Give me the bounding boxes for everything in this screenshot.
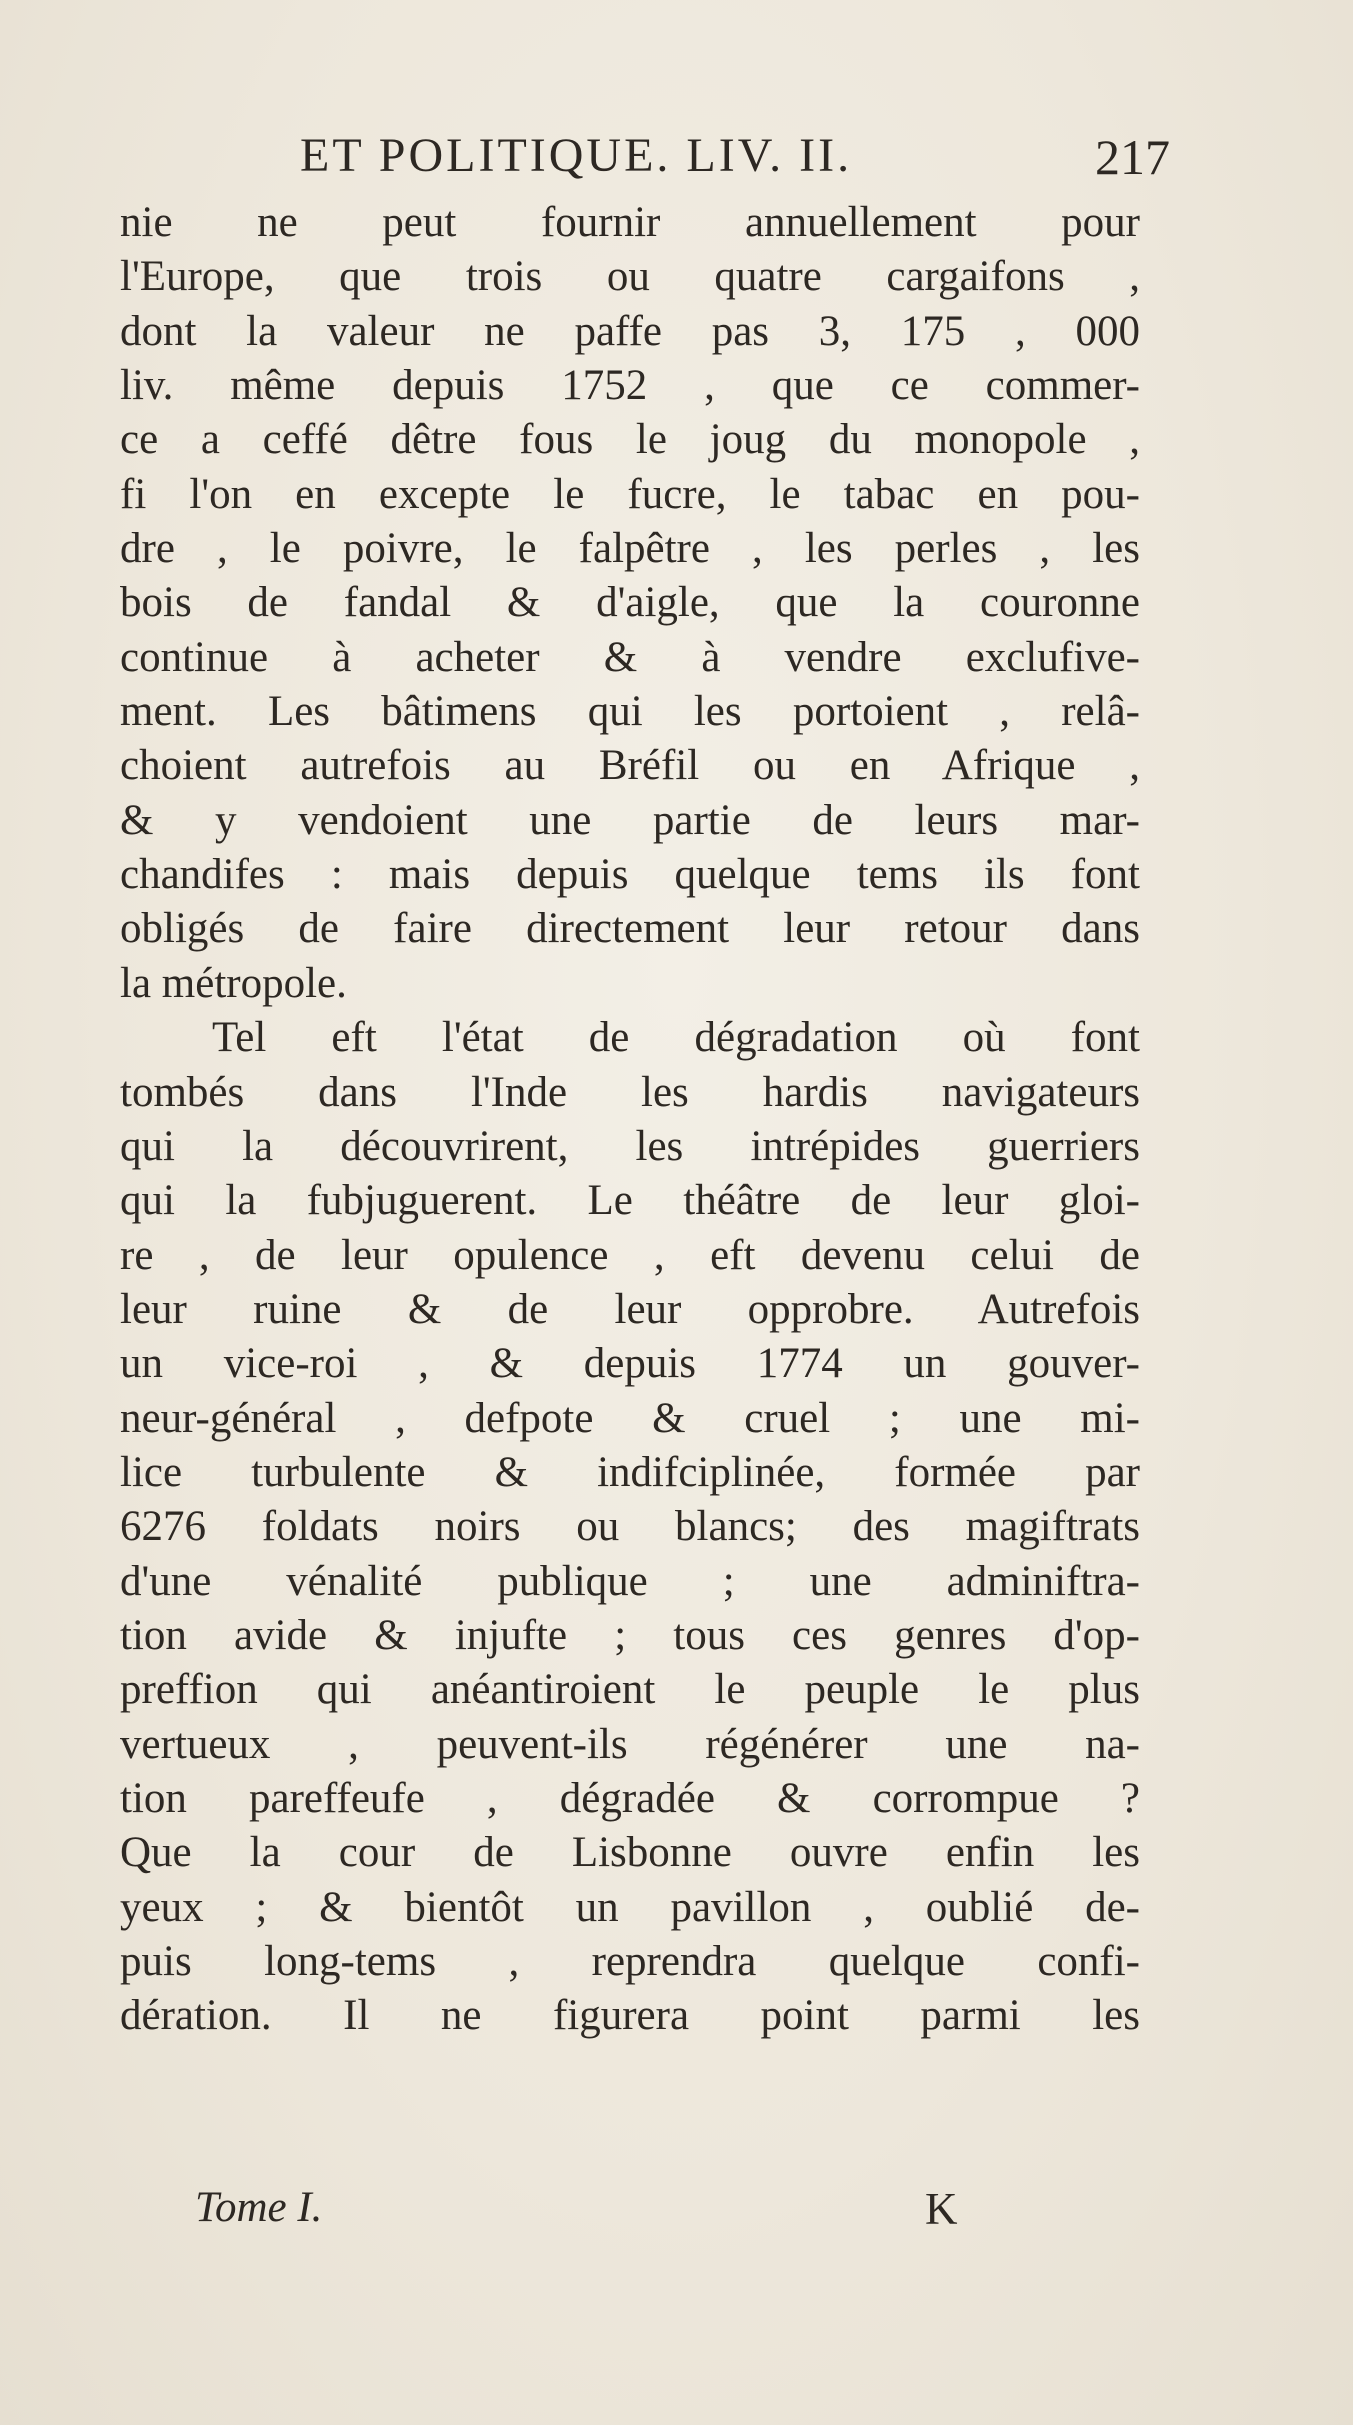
text-line: obligés de faire directement leur retour dans [120, 905, 1140, 953]
paragraph-end-line: la métropole. [120, 959, 347, 1007]
text-line: yeux ; & bientôt un pavillon , oublié de- [120, 1883, 1140, 1931]
running-title: ET POLITIQUE. LIV. II. [300, 129, 853, 182]
text-line: bois de fandal & d'aigle, que la couronne [120, 579, 1140, 627]
text-line: leur ruine & de leur opprobre. Autrefois [120, 1285, 1140, 1333]
text-line: puis long-tems , reprendra quelque confi- [120, 1938, 1140, 1985]
text-line: Que la cour de Lisbonne ouvre enfin les [120, 1829, 1140, 1877]
text-line: & y vendoient une partie de leurs mar- [120, 796, 1140, 844]
text-line: continue à acheter & à vendre exclufive- [120, 633, 1140, 681]
text-line: l'Europe, que trois ou quatre cargaifons , [120, 253, 1140, 301]
text-line: qui la fubjuguerent. Le théâtre de leur gloi- [120, 1177, 1140, 1225]
page-footer [195, 2183, 995, 2243]
text-line: choient autrefois au Bréfil ou en Afrique , [120, 742, 1140, 790]
text-line: dont la valeur ne paffe pas 3, 175 , 000 [120, 307, 1140, 355]
text-line: fi l'on en excepte le fucre, le tabac en pou- [120, 470, 1140, 518]
page-number: 217 [1095, 129, 1170, 185]
text-line: tion avide & injufte ; tous ces genres d'op- [120, 1611, 1140, 1659]
text-line: ce a ceffé dêtre fous le joug du monopole , [120, 416, 1140, 464]
text-line: re , de leur opulence , eft devenu celui de [120, 1231, 1140, 1279]
text-line: dération. Il ne figurera point parmi les [120, 1992, 1140, 2040]
body-text [120, 196, 1140, 2044]
paragraph-start-line: Tel eft l'état de dégradation où font [212, 1014, 1140, 1062]
text-line: preffion qui anéantiroient le peuple le plus [120, 1666, 1140, 1714]
text-line: tombés dans l'Inde les hardis navigateurs [120, 1068, 1140, 1116]
signature-mark: K [925, 2184, 958, 2234]
text-line: dre , le poivre, le falpêtre , les perles , les [120, 525, 1140, 573]
volume-label: Tome I. [195, 2184, 323, 2231]
text-line: vertueux , peuvent-ils régénérer une na- [120, 1720, 1140, 1768]
text-line: neur-général , defpote & cruel ; une mi- [120, 1394, 1140, 1442]
text-line: nie ne peut fournir annuellement pour [120, 199, 1140, 246]
text-line: d'une vénalité publique ; une adminiftra- [120, 1557, 1140, 1605]
text-line: chandifes : mais depuis quelque tems ils font [120, 851, 1140, 899]
text-line: tion pareffeufe , dégradée & corrompue ? [120, 1774, 1140, 1822]
text-line: lice turbulente & indifciplinée, formée par [120, 1448, 1140, 1496]
text-line: qui la découvrirent, les intrépides guerriers [120, 1122, 1140, 1170]
text-line: ment. Les bâtimens qui les portoient , relâ- [120, 688, 1140, 736]
text-line: un vice-roi , & depuis 1774 un gouver- [120, 1340, 1140, 1388]
text-line: 6276 foldats noirs ou blancs; des magiftrats [120, 1503, 1140, 1551]
text-line: liv. même depuis 1752 , que ce commer- [120, 362, 1140, 410]
page-header [300, 128, 1200, 200]
